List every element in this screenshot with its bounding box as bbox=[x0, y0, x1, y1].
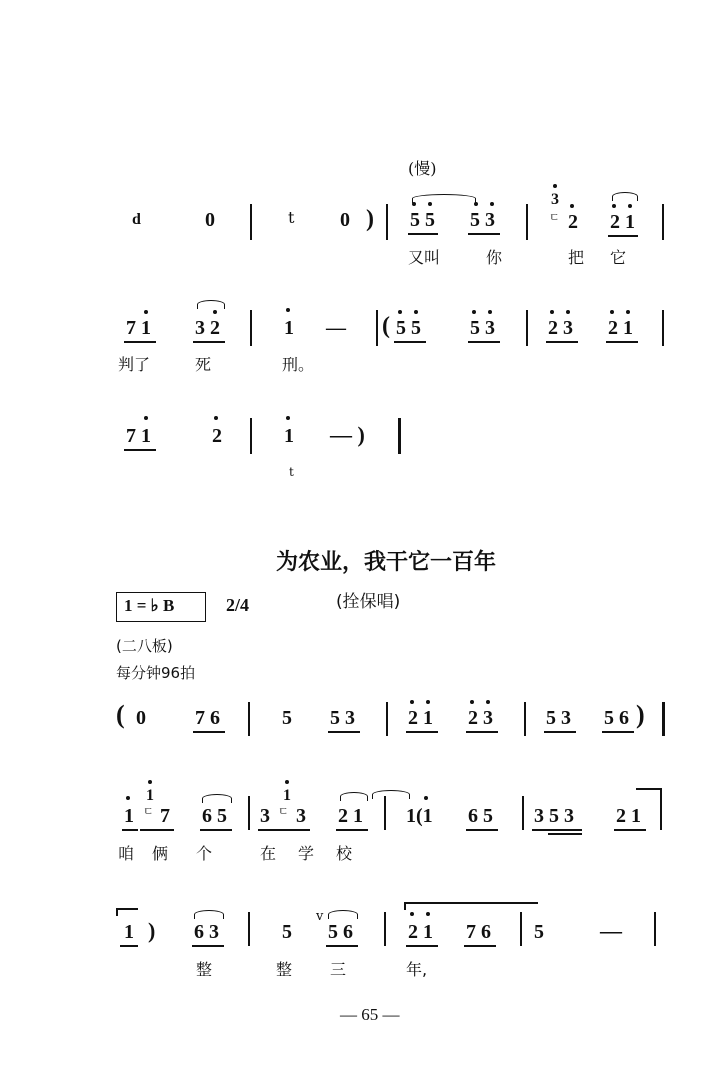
slur bbox=[194, 910, 224, 919]
tie-line bbox=[116, 908, 138, 910]
note: t bbox=[288, 208, 295, 227]
octave-dot bbox=[214, 416, 218, 420]
octave-dot bbox=[424, 796, 428, 800]
octave-dot bbox=[213, 310, 217, 314]
lyric: 你 bbox=[486, 248, 503, 267]
lyric: 校 bbox=[336, 844, 353, 863]
bracket-top bbox=[404, 902, 538, 904]
note-group: 2 1 bbox=[608, 317, 633, 339]
octave-dot bbox=[286, 416, 290, 420]
octave-dot bbox=[474, 202, 478, 206]
underline bbox=[602, 731, 634, 733]
bar-line bbox=[248, 796, 250, 830]
note-group: 2 1 bbox=[616, 805, 641, 827]
underline bbox=[408, 233, 438, 235]
song-title: 为农业，我干它一百年 bbox=[276, 550, 497, 575]
note-group: 7 1 bbox=[126, 317, 151, 339]
grace-note: 3 bbox=[551, 191, 559, 208]
note-group: 3 2 bbox=[195, 317, 220, 339]
paren: ) bbox=[366, 206, 374, 232]
double-underline bbox=[548, 833, 582, 835]
note-group: 6 5 bbox=[202, 805, 227, 827]
bar-line bbox=[250, 204, 252, 240]
breath-mark: v bbox=[316, 909, 324, 924]
note: 5 bbox=[282, 707, 292, 729]
slur bbox=[202, 794, 232, 803]
bar-line bbox=[248, 702, 250, 736]
note: d bbox=[132, 211, 141, 228]
note-group: 1(1 bbox=[406, 805, 433, 827]
note-group: 7 6 bbox=[195, 707, 220, 729]
underline bbox=[328, 731, 360, 733]
banshi-label: (二八板) bbox=[116, 637, 173, 655]
octave-dot bbox=[398, 310, 402, 314]
underline bbox=[614, 829, 646, 831]
lyric: 年, bbox=[406, 960, 428, 979]
note-group: 5 5 bbox=[410, 209, 435, 231]
bar-line bbox=[250, 310, 252, 346]
note-group: 7 1 bbox=[126, 425, 151, 447]
underline bbox=[608, 235, 638, 237]
lyric: 个 bbox=[196, 844, 213, 863]
note: 0 bbox=[340, 209, 350, 231]
octave-dot bbox=[285, 780, 289, 784]
performer-note: (拴保唱) bbox=[336, 592, 401, 612]
note: 2 bbox=[568, 211, 578, 233]
lyric: 俩 bbox=[152, 844, 169, 863]
page-number: — 65 — bbox=[340, 1005, 400, 1024]
time-signature: 2/4 bbox=[226, 595, 250, 615]
underline bbox=[140, 829, 174, 831]
mark: t bbox=[289, 465, 294, 479]
bar-line bbox=[662, 702, 665, 736]
octave-dot bbox=[628, 204, 632, 208]
paren: ) bbox=[148, 918, 156, 943]
paren: ( bbox=[382, 313, 390, 339]
slur bbox=[412, 194, 476, 203]
octave-dot bbox=[490, 202, 494, 206]
underline bbox=[336, 829, 368, 831]
octave-dot bbox=[144, 310, 148, 314]
octave-dot bbox=[472, 310, 476, 314]
ornament: ㄷ bbox=[549, 211, 560, 224]
note: 7 bbox=[160, 805, 170, 827]
octave-dot bbox=[488, 310, 492, 314]
bar-line bbox=[526, 204, 528, 240]
underline bbox=[124, 341, 156, 343]
note-group: 5 3 bbox=[546, 707, 571, 729]
note-group: 2 3 bbox=[548, 317, 573, 339]
underline bbox=[406, 731, 438, 733]
octave-dot bbox=[570, 204, 574, 208]
lyric: 整 bbox=[196, 960, 213, 979]
paren: ( bbox=[116, 700, 125, 729]
dash-end: — ) bbox=[330, 422, 365, 447]
ornament: ㄷ bbox=[278, 805, 289, 818]
note: 0 bbox=[205, 209, 215, 231]
octave-dot bbox=[553, 184, 557, 188]
octave-dot bbox=[414, 310, 418, 314]
octave-dot bbox=[148, 780, 152, 784]
lyric: 判了 bbox=[118, 355, 151, 374]
bar-line bbox=[384, 912, 386, 946]
octave-dot bbox=[566, 310, 570, 314]
dash: — bbox=[326, 317, 346, 339]
underline bbox=[124, 449, 156, 451]
lyric: 学 bbox=[298, 844, 315, 863]
octave-dot bbox=[550, 310, 554, 314]
final-bar-line bbox=[398, 418, 401, 454]
underline bbox=[468, 341, 500, 343]
octave-dot bbox=[410, 700, 414, 704]
note-group: 6 3 bbox=[194, 921, 219, 943]
bar-line bbox=[520, 912, 522, 946]
bar-line bbox=[662, 204, 664, 240]
octave-dot bbox=[626, 310, 630, 314]
slur bbox=[328, 910, 358, 919]
underline bbox=[193, 731, 225, 733]
octave-dot bbox=[426, 912, 430, 916]
underline bbox=[544, 731, 576, 733]
note-group: 6 5 bbox=[468, 805, 493, 827]
underline bbox=[326, 945, 358, 947]
note-group: 5 3 bbox=[470, 317, 495, 339]
note: 1 bbox=[124, 805, 134, 827]
key-signature: 1 = ♭ B bbox=[124, 596, 175, 615]
octave-dot bbox=[126, 796, 130, 800]
note: 3 bbox=[260, 805, 270, 827]
bar-line bbox=[654, 912, 656, 946]
lyric: 在 bbox=[260, 844, 277, 863]
underline bbox=[120, 945, 138, 947]
underline bbox=[258, 829, 310, 831]
underline bbox=[193, 341, 225, 343]
note-group: 3 5 3 bbox=[534, 805, 574, 827]
note: 5 bbox=[282, 921, 292, 943]
note: 0 bbox=[136, 707, 146, 729]
tie bbox=[372, 790, 410, 799]
bracket-end bbox=[404, 902, 406, 910]
slur bbox=[340, 792, 368, 801]
underline bbox=[606, 341, 638, 343]
underline bbox=[464, 945, 496, 947]
lyric: 咱 bbox=[118, 844, 135, 863]
slur bbox=[197, 300, 225, 309]
note-group: 5 6 bbox=[604, 707, 629, 729]
note-group: 2 1 bbox=[408, 921, 433, 943]
octave-dot bbox=[286, 308, 290, 312]
note-group: 5 5 bbox=[396, 317, 421, 339]
note: 1 bbox=[284, 317, 294, 339]
underline bbox=[468, 233, 500, 235]
bar-line bbox=[662, 310, 664, 346]
bar-line bbox=[386, 702, 388, 736]
note: 2 bbox=[212, 425, 222, 447]
tempo-label: (慢) bbox=[408, 159, 437, 178]
bar-line bbox=[384, 796, 386, 830]
underline bbox=[466, 829, 498, 831]
bar-line bbox=[660, 788, 662, 830]
grace-note: 1 bbox=[146, 787, 154, 804]
lyric: 整 bbox=[276, 960, 293, 979]
octave-dot bbox=[486, 700, 490, 704]
underline bbox=[200, 829, 232, 831]
lyric: 把 bbox=[568, 248, 585, 267]
octave-dot bbox=[410, 912, 414, 916]
bar-line bbox=[522, 796, 524, 830]
lyric: 三 bbox=[330, 960, 347, 979]
note-group: 2 3 bbox=[468, 707, 493, 729]
note-group: 2 1 bbox=[610, 211, 635, 233]
octave-dot bbox=[610, 310, 614, 314]
underline bbox=[466, 731, 498, 733]
note-group: 5 3 bbox=[330, 707, 355, 729]
note-group: 7 6 bbox=[466, 921, 491, 943]
octave-dot bbox=[612, 204, 616, 208]
octave-dot bbox=[470, 700, 474, 704]
octave-dot bbox=[426, 700, 430, 704]
underline bbox=[122, 829, 138, 831]
lyric: 刑。 bbox=[282, 355, 315, 374]
note-group: 2 1 bbox=[338, 805, 363, 827]
underline bbox=[394, 341, 426, 343]
paren: ) bbox=[636, 700, 645, 729]
dash: — bbox=[600, 918, 622, 943]
note: 1 bbox=[124, 921, 134, 943]
octave-dot bbox=[144, 416, 148, 420]
bar-line bbox=[250, 418, 252, 454]
underline bbox=[406, 945, 438, 947]
note-group: 5 3 bbox=[470, 209, 495, 231]
underline bbox=[192, 945, 224, 947]
tempo-label: 每分钟96拍 bbox=[116, 664, 196, 682]
lyric: 死 bbox=[195, 355, 212, 374]
underline bbox=[546, 341, 578, 343]
lyric: 又叫 bbox=[408, 248, 441, 267]
grace-note: 1 bbox=[283, 787, 291, 804]
note-group: 5 6 bbox=[328, 921, 353, 943]
ornament: ㄷ bbox=[143, 805, 154, 818]
bar-line bbox=[376, 310, 378, 346]
note-group: 2 1 bbox=[408, 707, 433, 729]
bar-line bbox=[526, 310, 528, 346]
bar-line bbox=[524, 702, 526, 736]
slur bbox=[612, 192, 638, 201]
note: 3 bbox=[296, 805, 306, 827]
lyric: 它 bbox=[610, 248, 627, 267]
underline bbox=[532, 829, 582, 831]
tie-line bbox=[636, 788, 662, 790]
note: 1 bbox=[284, 425, 294, 447]
tie-end bbox=[116, 908, 118, 916]
bar-line bbox=[386, 204, 388, 240]
note: 5 bbox=[534, 921, 544, 943]
bar-line bbox=[248, 912, 250, 946]
